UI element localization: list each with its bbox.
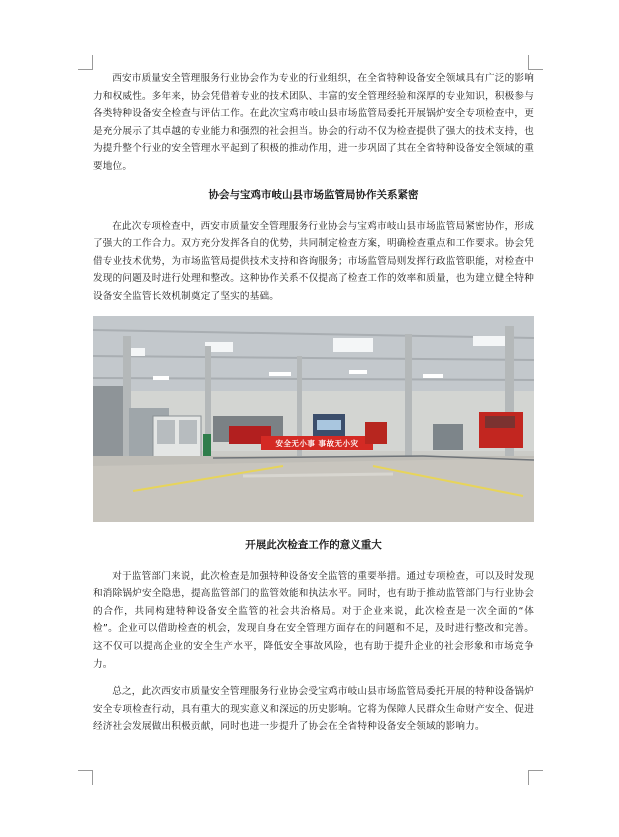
significance-paragraph: 对于监管部门来说，此次检查是加强特种设备安全监管的重要举措。通过专项检查，可以及时发现和消除锅炉安全隐患，提高监管部门的监管效能和执法水平。同时，也有助于推动监管部门与行业协会的合作，共同构建特种设备安全监管的社会共治格局。对于企业来说，此次检查是一次全面的“体检”。企业可以借助检查的机会，发现自身在安全管理方面存在的问题和不足，及时进行整改和完善。这不仅可以提高企业的安全生产水平，降低安全事故风险，也有助于提升企业的社会形象和市场竞争力。 bbox=[93, 570, 534, 670]
factory-hall-illustration bbox=[93, 316, 534, 522]
page-corner-mark-bottom-right bbox=[528, 770, 543, 785]
safety-banner-text: 安全无小事 事故无小灾 bbox=[275, 438, 359, 448]
cooperation-heading: 协会与宝鸡市岐山县市场监管局协作关系紧密 bbox=[208, 188, 419, 201]
page-corner-mark-bottom-left bbox=[78, 770, 93, 785]
conclusion-paragraph: 总之，此次西安市质量安全管理服务行业协会受宝鸡市岐山县市场监管局委托开展的特种设备锅炉安全专项检查行动，具有重大的现实意义和深远的历史影响。它将为保障人民群众生命财产安全、促进经济社会发展做出积极贡献，同时也进一步提升了协会在全省特种设备安全领域的影响力。 bbox=[93, 686, 534, 733]
significance-heading: 开展此次检查工作的意义重大 bbox=[245, 538, 382, 551]
intro-paragraph: 西安市质量安全管理服务行业协会作为专业的行业组织，在全省特种设备安全领域具有广泛的影响力和权威性。多年来，协会凭借着专业的技术团队、丰富的安全管理经验和深厚的专业知识，积极参与各类特种设备安全检查与评估工作。在此次宝鸡市岐山县市场监管局委托开展锅炉安全专项检查中，更是充分展示了其卓越的专业能力和强烈的社会担当。协会的行动不仅为检查提供了强大的技术支持，也为提升整个行业的安全管理水平起到了积极的推动作用，进一步巩固了其在全省特种设备安全领域的重要地位。 bbox=[93, 73, 534, 172]
page-corner-mark-top-right bbox=[528, 55, 543, 70]
page-corner-mark-top-left bbox=[78, 55, 93, 70]
cooperation-paragraph: 在此次专项检查中，西安市质量安全管理服务行业协会与宝鸡市岐山县市场监管局紧密协作，形成了强大的工作合力。双方充分发挥各自的优势，共同制定检查方案，明确检查重点和工作要求。协会凭借专业技术优势，为市场监管局提供技术支持和咨询服务；市场监管局则发挥行政监管职能，对检查中发现的问题及时进行处理和整改。这种协作关系不仅提高了检查工作的效率和质量，也为建立健全特种设备安全监管长效机制奠定了坚实的基础。 bbox=[93, 220, 534, 302]
document-body bbox=[93, 70, 534, 746]
factory-inspection-photo bbox=[93, 316, 534, 522]
